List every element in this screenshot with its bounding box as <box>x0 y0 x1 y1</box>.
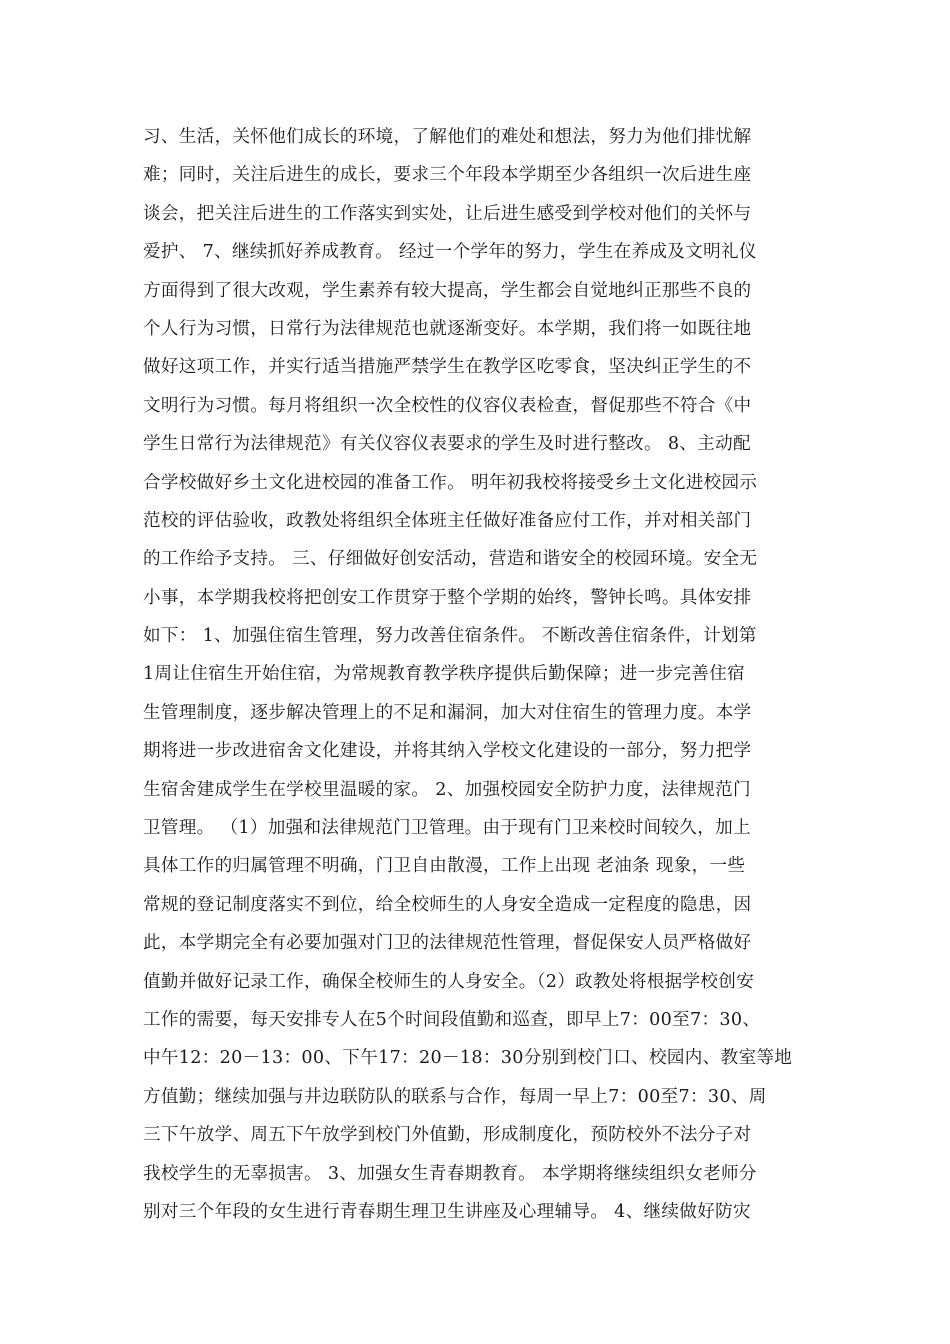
text-line: 别对三个年段的女生进行青春期生理卫生讲座及心理辅导。 4、继续做好防灾 <box>143 1201 751 1222</box>
text-line: 如下： 1、加强住宿生管理，努力改善住宿条件。 不断改善住宿条件，计划第 <box>143 626 757 647</box>
text-line: 难；同时，关注后进生的成长，要求三个年段本学期至少各组织一次后进生座 <box>143 165 752 186</box>
text-line: 做好这项工作，并实行适当措施严禁学生在教学区吃零食，坚决纠正学生的不 <box>143 357 752 378</box>
text-line: 1周让住宿生开始住宿，为常规教育教学秩序提供后勤保障；进一步完善住宿 <box>143 664 745 685</box>
text-line: 三下午放学、周五下午放学到校门外值勤，形成制度化，预防校外不法分子对 <box>143 1125 752 1146</box>
text-line: 范校的评估验收，政教处将组织全体班主任做好准备应付工作，并对相关部门 <box>143 510 752 531</box>
text-line: 常规的登记制度落实不到位，给全校师生的人身安全造成一定程度的隐患，因 <box>143 894 752 915</box>
text-line: 方值勤；继续加强与井边联防队的联系与合作，每周一早上7：00至7：30、周 <box>143 1086 767 1107</box>
text-line: 具体工作的归属管理不明确，门卫自由散漫，工作上出现 老油条 现象，一些 <box>143 856 746 877</box>
text-line: 爱护、 7、继续抓好养成教育。 经过一个学年的努力，学生在养成及文明礼仪 <box>143 242 757 263</box>
text-line: 工作的需要，每天安排专人在5个时间段值勤和巡查，即早上7：00至7：30、 <box>143 1009 761 1030</box>
text-line: 的工作给予支持。 三、仔细做好创安活动，营造和谐安全的校园环境。安全无 <box>143 549 758 570</box>
text-line: 值勤并做好记录工作，确保全校师生的人身安全。（2）政教处将根据学校创安 <box>143 971 755 992</box>
text-line: 谈会，把关注后进生的工作落实到实处，让后进生感受到学校对他们的关怀与 <box>143 203 752 224</box>
text-line: 习、生活，关怀他们成长的环境，了解他们的难处和想法，努力为他们排忧解 <box>143 127 752 147</box>
text-line: 文明行为习惯。每月将组织一次全校性的仪容仪表检查，督促那些不符合《中 <box>143 395 752 416</box>
text-line: 个人行为习惯，日常行为法律规范也就逐渐变好。本学期，我们将一如既往地 <box>143 318 752 339</box>
text-line: 生宿舍建成学生在学校里温暖的家。 2、加强校园安全防护力度，法律规范门 <box>143 779 751 800</box>
text-line: 合学校做好乡土文化进校园的准备工作。 明年初我校将接受乡土文化进校园示 <box>143 472 758 493</box>
text-line: 学生日常行为法律规范》有关仪容仪表要求的学生及时进行整改。 8、主动配 <box>143 434 751 455</box>
text-line: 小事，本学期我校将把创安工作贯穿于整个学期的始终，警钟长鸣。具体安排 <box>143 587 752 608</box>
body-text <box>143 118 813 1231</box>
text-line: 方面得到了很大改观，学生素养有较大提高，学生都会自觉地纠正那些不良的 <box>143 280 752 301</box>
text-line: 我校学生的无辜损害。 3、加强女生青春期教育。 本学期将继续组织女老师分 <box>143 1163 757 1184</box>
text-line: 中午12：20－13：00、下午17：20－18：30分别到校门口、校园内、教室等地 <box>143 1048 793 1069</box>
text-line: 此，本学期完全有必要加强对门卫的法律规范性管理，督促保安人员严格做好 <box>143 933 752 954</box>
text-line: 卫管理。 （1）加强和法律规范门卫管理。由于现有门卫来校时间较久，加上 <box>143 818 751 839</box>
text-line: 生管理制度，逐步解决管理上的不足和漏洞，加大对住宿生的管理力度。本学 <box>143 702 752 723</box>
text-line: 期将进一步改进宿舍文化建设，并将其纳入学校文化建设的一部分，努力把学 <box>143 741 752 762</box>
